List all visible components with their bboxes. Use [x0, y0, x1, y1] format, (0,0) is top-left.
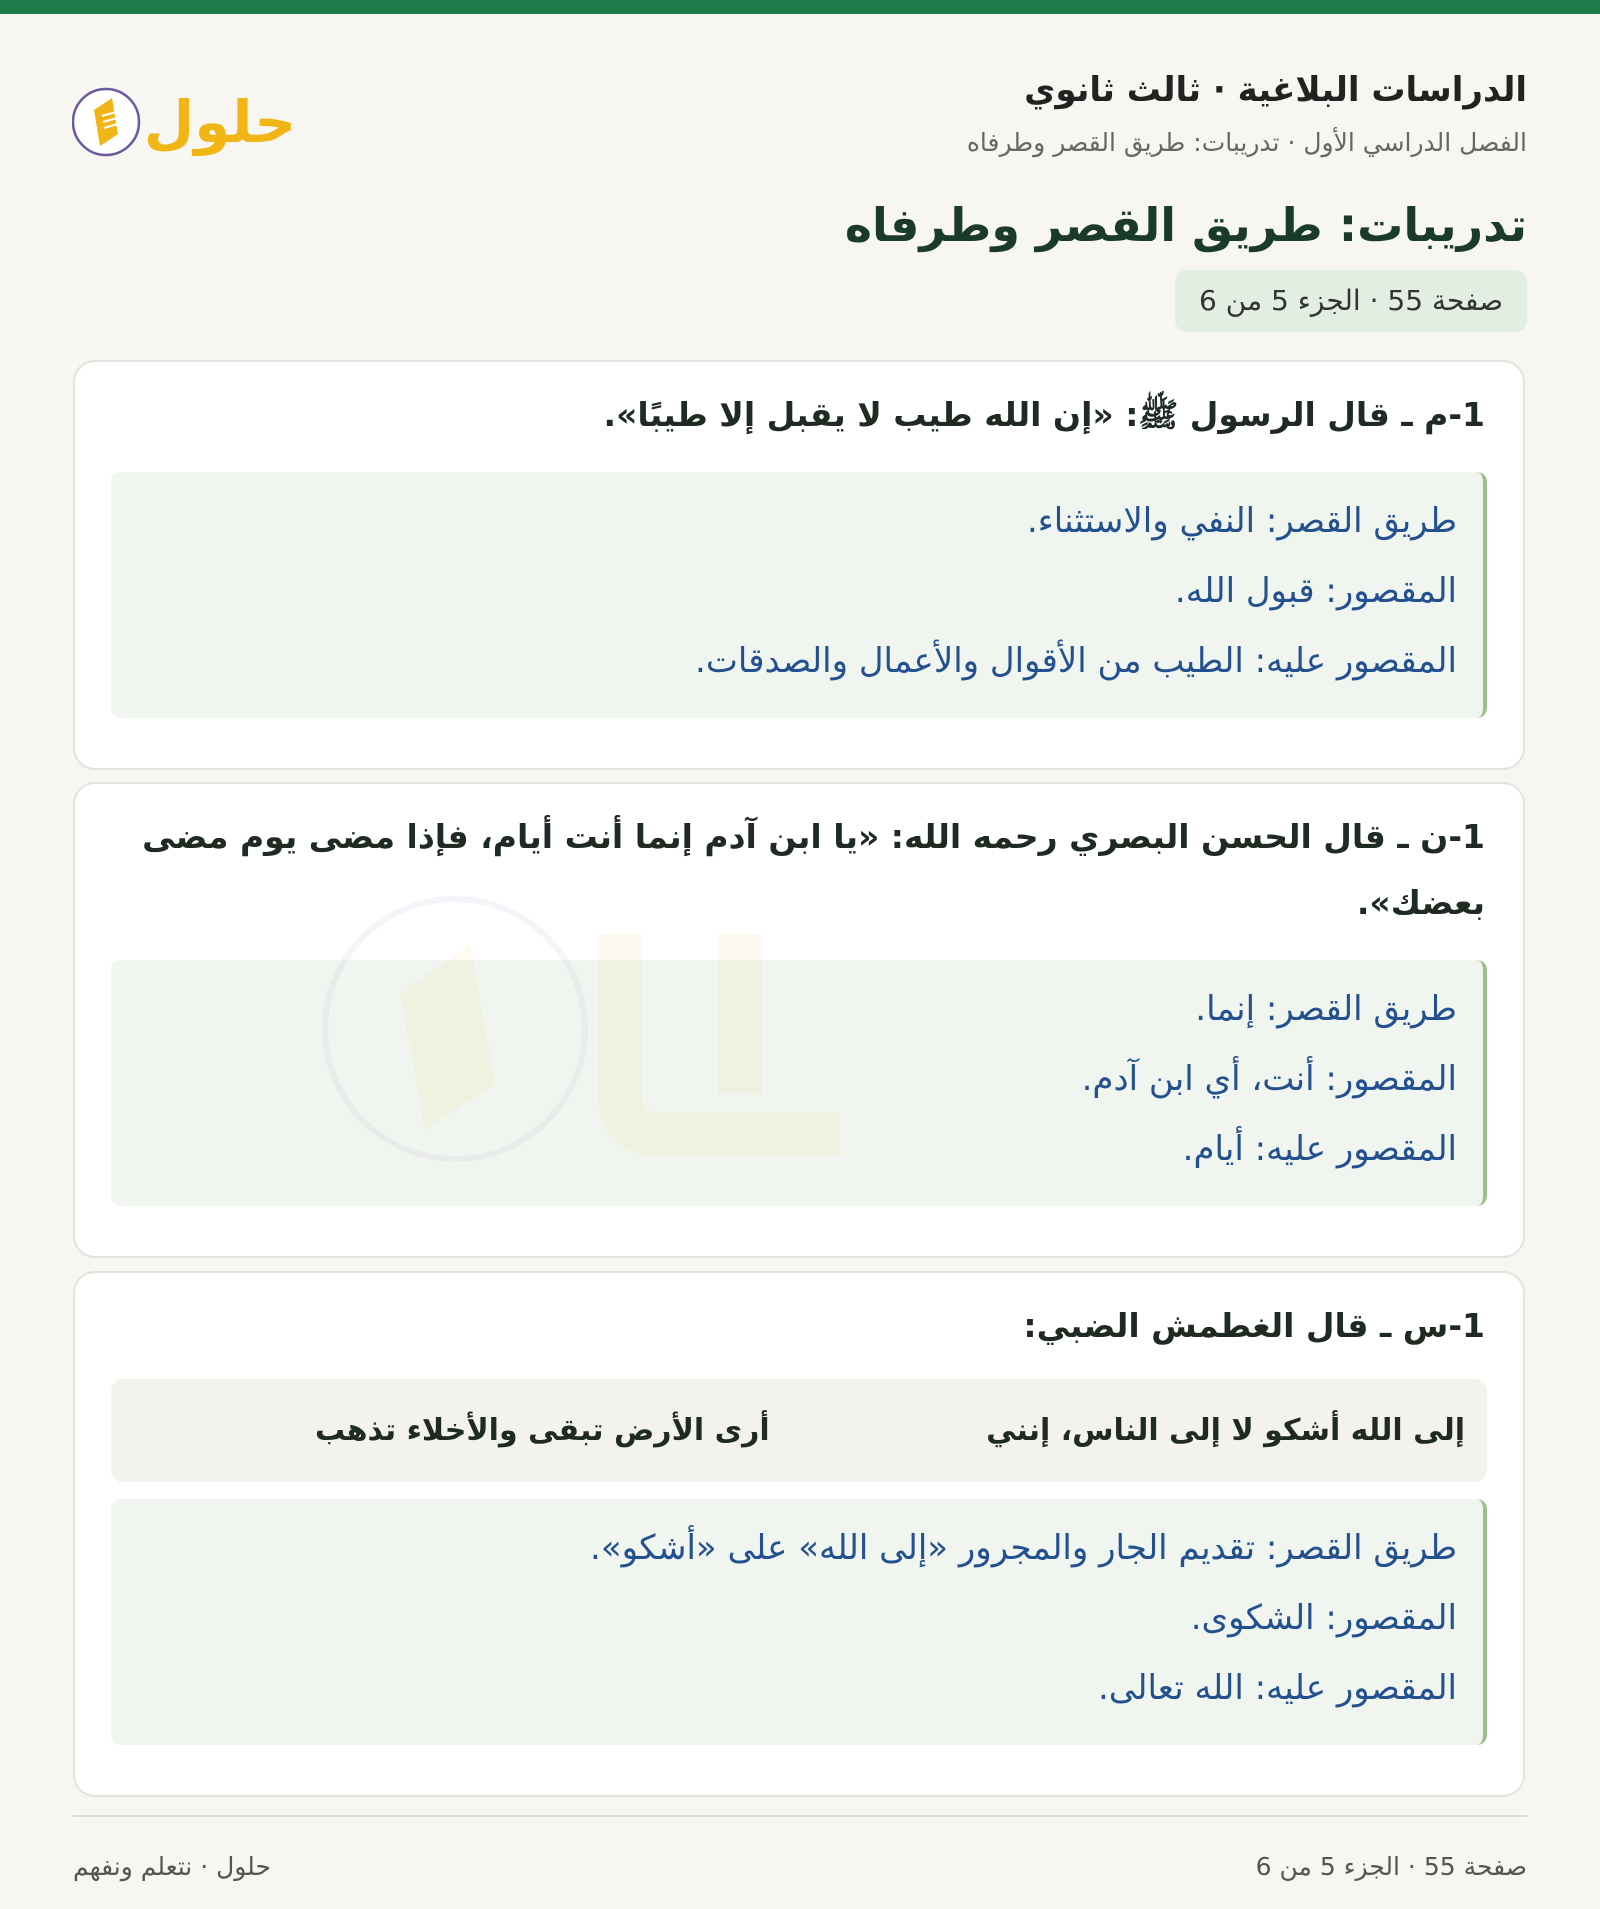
site-logo[interactable] [72, 72, 302, 168]
answer-line: المقصور: قبول الله. [1174, 571, 1457, 611]
answer-line: المقصور عليه: الطيب من الأقوال والأعمال والصدقات. [695, 641, 1457, 681]
footer-divider [73, 1815, 1527, 1817]
page-badge: صفحة 55 · الجزء 5 من 6 [1175, 270, 1527, 332]
exercise-title: 1-ن ـ قال الحسن البصري رحمه الله: «يا ابن آدم إنما أنت أيام، فإذا مضى يوم مضى بعضك». [142, 817, 1485, 922]
logo-text: حلول [143, 88, 297, 156]
exercise-title: 1-س ـ قال الغطمش الضبي: [1023, 1306, 1485, 1345]
breadcrumb: الفصل الدراسي الأول · تدريبات: طريق القصر وطرفاه [966, 128, 1527, 157]
exercise-card [73, 782, 1525, 1258]
footer-brand: حلول · نتعلم ونفهم [73, 1852, 271, 1881]
answer-line: طريق القصر: النفي والاستثناء. [1026, 501, 1457, 541]
top-accent-bar [0, 0, 1600, 14]
exercise-card [73, 360, 1525, 770]
answer-line: طريق القصر: تقديم الجار والمجرور «إلى الله» على «أشكو». [590, 1528, 1457, 1568]
page-title: تدريبات: طريق القصر وطرفاه [844, 198, 1527, 252]
exercise-card [73, 1271, 1525, 1797]
page-header [967, 64, 1527, 162]
answer-line: طريق القصر: إنما. [1195, 989, 1457, 1029]
verse-second-hemistich: أرى الأرض تبقى والأخلاء تذهب [315, 1413, 770, 1448]
answer-box [111, 472, 1487, 718]
answer-box [111, 1499, 1487, 1745]
answer-line: المقصور: الشكوى. [1190, 1598, 1457, 1638]
answer-line: المقصور عليه: أيام. [1182, 1129, 1457, 1169]
exercise-title: 1-م ـ قال الرسول ﷺ: «إن الله طيب لا يقبل إلا طيبًا». [603, 395, 1485, 434]
footer-page-info: صفحة 55 · الجزء 5 من 6 [1255, 1852, 1527, 1881]
verse-box [111, 1379, 1487, 1482]
verse-first-hemistich: إلى الله أشكو لا إلى الناس، إنني [986, 1413, 1465, 1448]
page [0, 14, 1600, 1909]
course-title: الدراسات البلاغية · ثالث ثانوي [1024, 70, 1527, 110]
answer-box [111, 960, 1487, 1206]
answer-line: المقصور عليه: الله تعالى. [1097, 1668, 1457, 1708]
answer-line: المقصور: أنت، أي ابن آدم. [1081, 1059, 1457, 1099]
logo-icon [72, 72, 302, 168]
